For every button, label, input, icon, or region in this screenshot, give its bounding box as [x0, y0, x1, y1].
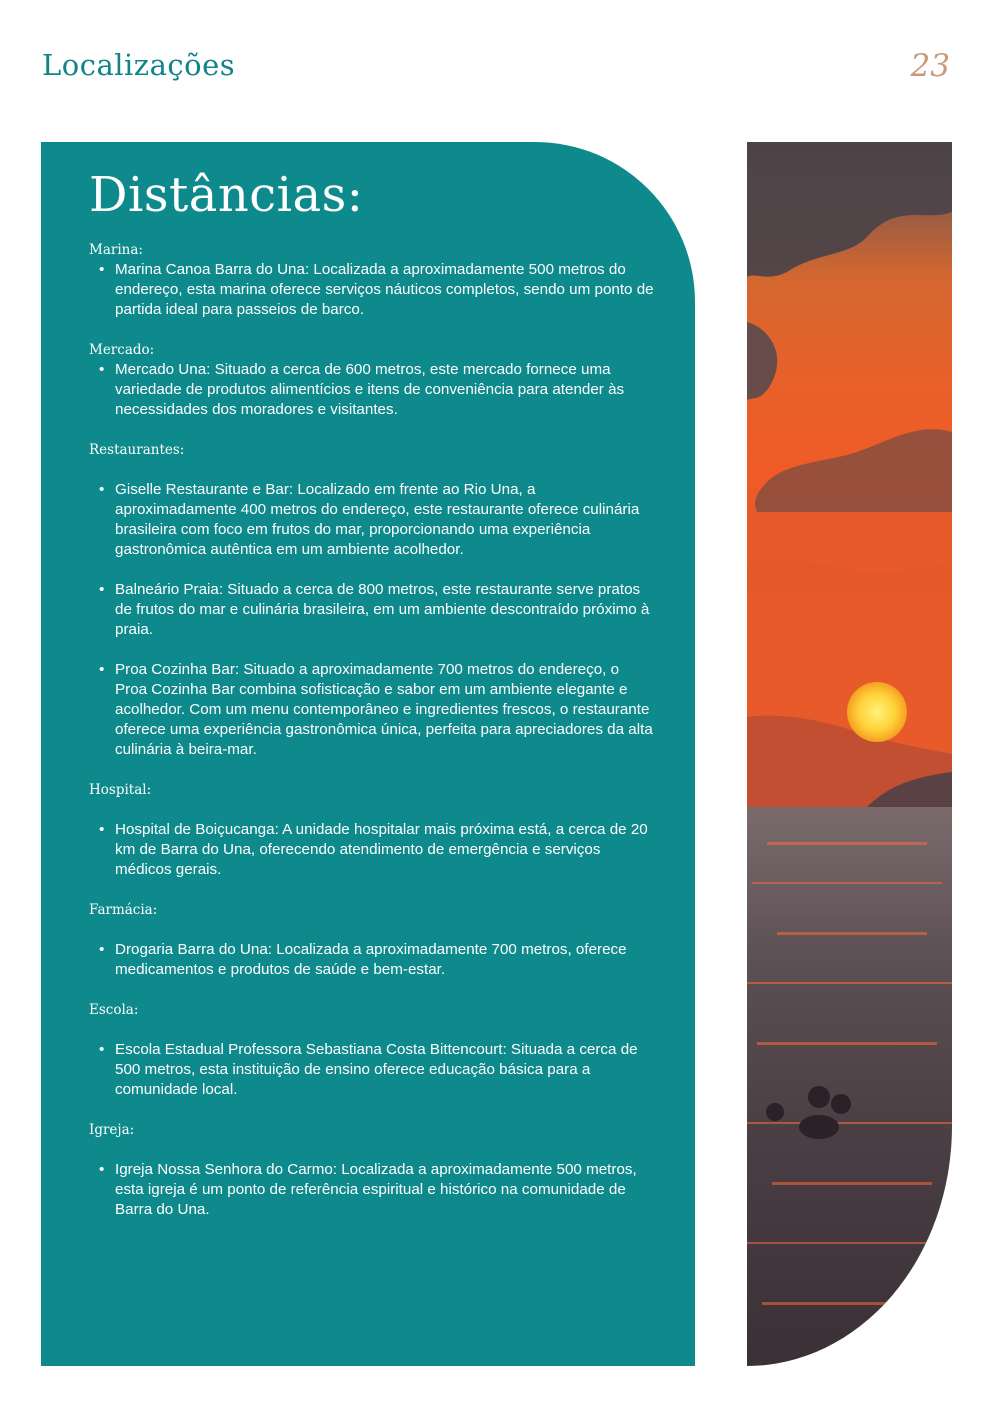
list-item: • Igreja Nossa Senhora do Carmo: Localizada a aproximadamente 500 metros, esta igreja é um ponto de referência espiritual e histórico na comunidade de Barra do Una. — [115, 1160, 655, 1220]
list-item: • Mercado Una: Situado a cerca de 600 metros, este mercado fornece uma variedade de produtos alimentícios e itens de conveniência para atender às necessidades dos moradores e visitantes. — [115, 360, 655, 420]
list-item: • Proa Cozinha Bar: Situado a aproximadamente 700 metros do endereço, o Proa Cozinha Bar combina sofisticação e sabor em um ambiente elegante e acolhedor. Com um menu contemporâneo e ingredientes frescos, o restaurante oferece uma experiência gastronômica única, perfeita para apreciadores da alta culinária à beira-mar. — [115, 660, 655, 760]
section-mercado — [89, 340, 655, 420]
section-heading: Restaurantes: — [89, 442, 185, 458]
item-list — [89, 1160, 655, 1220]
section-igreja — [89, 1120, 655, 1220]
distances-panel — [41, 142, 695, 1366]
list-item: • Balneário Praia: Situado a cerca de 800 metros, este restaurante serve pratos de frutos do mar e culinária brasileira, em um ambiente descontraído próximo à praia. — [115, 580, 655, 640]
list-item: • Giselle Restaurante e Bar: Localizado em frente ao Rio Una, a aproximadamente 400 metros do endereço, este restaurante oferece culinária brasileira com foco em frutos do mar, proporcionando uma experiência gastronômica autêntica em um ambiente acolhedor. — [115, 480, 655, 560]
sunset-image — [747, 142, 952, 1366]
section-escola — [89, 1000, 655, 1100]
section-heading: Escola: — [89, 1002, 139, 1018]
list-item: • Escola Estadual Professora Sebastiana Costa Bittencourt: Situada a cerca de 500 metros, esta instituição de ensino oferece educação básica para a comunidade local. — [115, 1040, 655, 1100]
section-heading: Igreja: — [89, 1122, 135, 1138]
item-list — [89, 360, 655, 420]
page-header-title: Localizações — [42, 48, 236, 82]
item-list — [89, 480, 655, 760]
list-item: • Marina Canoa Barra do Una: Localizada a aproximadamente 500 metros do endereço, esta marina oferece serviços náuticos completos, sendo um ponto de partida ideal para passeios de barco. — [115, 260, 655, 320]
section-heading: Mercado: — [89, 342, 155, 358]
page-number: 23 — [910, 48, 950, 84]
item-list — [89, 260, 655, 320]
section-hospital — [89, 780, 655, 880]
section-restaurantes — [89, 440, 655, 760]
section-farmacia — [89, 900, 655, 980]
item-list — [89, 820, 655, 880]
panel-title: Distâncias: — [89, 167, 364, 223]
section-heading: Hospital: — [89, 782, 152, 798]
section-heading: Farmácia: — [89, 902, 158, 918]
section-marina — [89, 240, 655, 320]
section-heading: Marina: — [89, 242, 143, 258]
list-item: • Hospital de Boiçucanga: A unidade hospitalar mais próxima está, a cerca de 20 km de Barra do Una, oferecendo atendimento de emergência e serviços médicos gerais. — [115, 820, 655, 880]
sunset-photo — [747, 142, 952, 1366]
list-item: • Drogaria Barra do Una: Localizada a aproximadamente 700 metros, oferece medicamentos e produtos de saúde e bem-estar. — [115, 940, 655, 980]
item-list — [89, 940, 655, 980]
item-list — [89, 1040, 655, 1100]
